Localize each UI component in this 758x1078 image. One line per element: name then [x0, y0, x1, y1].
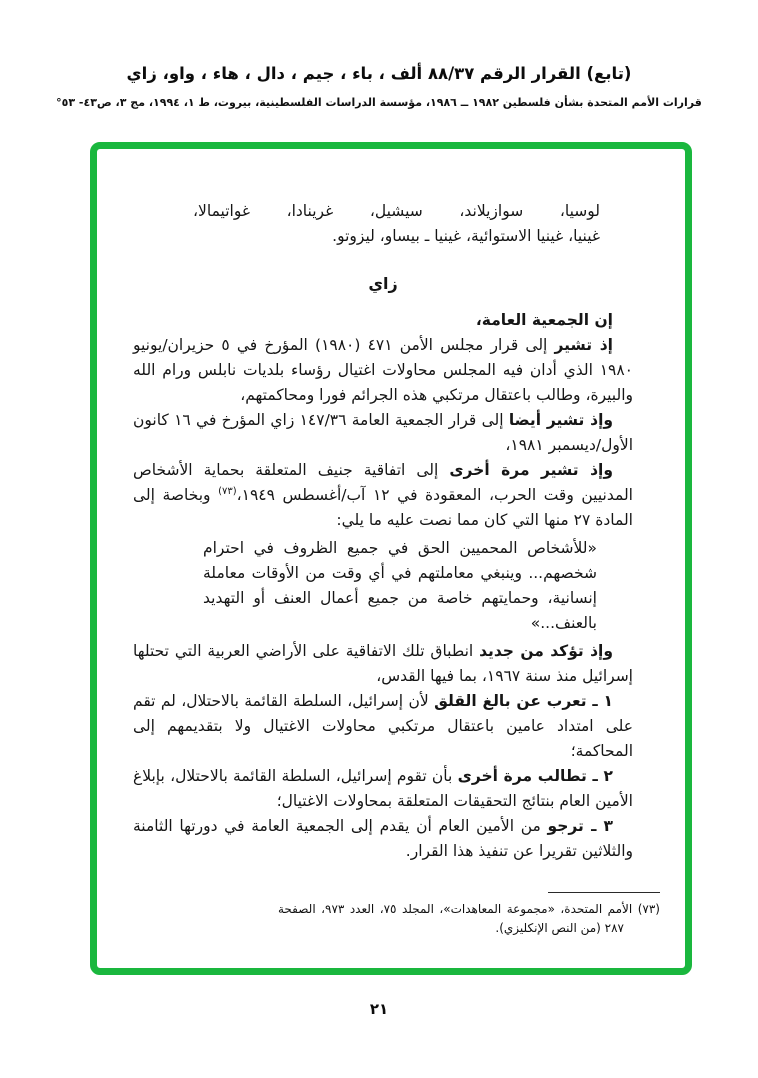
- footnote-marker: (٧٣): [637, 902, 660, 916]
- quote-paragraph: «للأشخاص المحميين الحق في جميع الظروف في احترام شخصهم... وينبغي معاملتهم في أي وقت من الأوقات معاملة إنسانية، وحمايتهم خاصة من جميع أعمال العنف أو التهديد بالعنف...»: [203, 539, 597, 632]
- paragraph: ١ ـ تعرب عن بالغ القلق لأن إسرائيل، السلطة القائمة بالاحتلال، لم تقم على امتداد عامين باعتقال مرتكبي محاولات الاغتيال ولا بتقديمهم إلى المحاكمة؛: [133, 692, 633, 760]
- document-title: (تابع) القرار الرقم ٨٨/٣٧ ألف ، باء ، جيم ، دال ، هاء ، واو، زاي: [126, 64, 632, 83]
- green-frame: [90, 142, 692, 975]
- page-number: ٢١: [369, 1000, 389, 1018]
- paragraphs: [133, 308, 633, 864]
- document-header: [0, 0, 758, 109]
- paragraph: وإذ تؤكد من جديد انطباق تلك الاتفاقية على الأراضي العربية التي تحتلها إسرائيل منذ سنة ١٩٦٧، بما فيها القدس،: [133, 642, 633, 685]
- paragraph: وإذ تشير أيضا إلى قرار الجمعية العامة ١٤٧/٣٦ زاي المؤرخ في ١٦ كانون الأول/ديسمبر ١٩٨١،: [133, 411, 633, 454]
- paragraph: ٢ ـ تطالب مرة أخرى بأن تقوم إسرائيل، السلطة القائمة بالاحتلال، بإبلاغ الأمين العام بنتائج التحقيقات المتعلقة بمحاولات الاغتيال؛: [133, 767, 633, 810]
- intro-line: لوسيا، سوازيلاند، سيشيل، غرينادا، غواتيمالا،: [193, 202, 600, 220]
- paragraph: ٣ ـ ترجو من الأمين العام أن يقدم إلى الجمعية العامة في دورتها الثامنة والثلاثين تقريرا عن تنفيذ هذا القرار.: [133, 817, 633, 860]
- footnote-body: [278, 900, 660, 938]
- paragraph: إن الجمعية العامة،: [475, 311, 613, 329]
- intro-line: غينيا، غينيا الاستوائية، غينيا ـ بيساو، ليزوتو.: [332, 227, 600, 245]
- intro-paragraph: [133, 199, 633, 249]
- document-citation: قرارات الأمم المتحدة بشأن فلسطين ١٩٨٢ ــ ١٩٨٦، مؤسسة الدراسات الفلسطينية، بيروت، ط ١، ١٩٩٤، مج ٣، ص٤٣- ٥٣°: [56, 96, 702, 109]
- paragraph: إذ تشير إلى قرار مجلس الأمن ٤٧١ (١٩٨٠) المؤرخ في ٥ حزيران/يونيو ١٩٨٠ الذي أدان فيه المجلس محاولات اغتيال رؤساء بلديات نابلس ورام الله والبيرة، وطالب باعتقال مرتكبي هذه الجرائم فورا ومحاكمتهم،: [133, 336, 633, 404]
- paragraph: وإذ تشير مرة أخرى إلى اتفاقية جنيف المتعلقة بحماية الأشخاص المدنيين وقت الحرب، المعقودة في ١٢ آب/أغسطس ١٩٤٩،$^{(٧٣)}$ وبخاصة إلى المادة ٢٧ منها التي كان مما نصت عليه ما يلي:: [133, 461, 633, 529]
- page-content: [97, 149, 685, 968]
- footnote-separator: [548, 892, 660, 893]
- footnote-text: الأمم المتحدة، «مجموعة المعاهدات»، المجلد ٧٥، العدد ٩٧٣، الصفحة ٢٨٧ (من النص الإنكليزي).: [278, 902, 638, 935]
- footnote: [278, 892, 660, 938]
- section-heading: زاي: [368, 274, 398, 293]
